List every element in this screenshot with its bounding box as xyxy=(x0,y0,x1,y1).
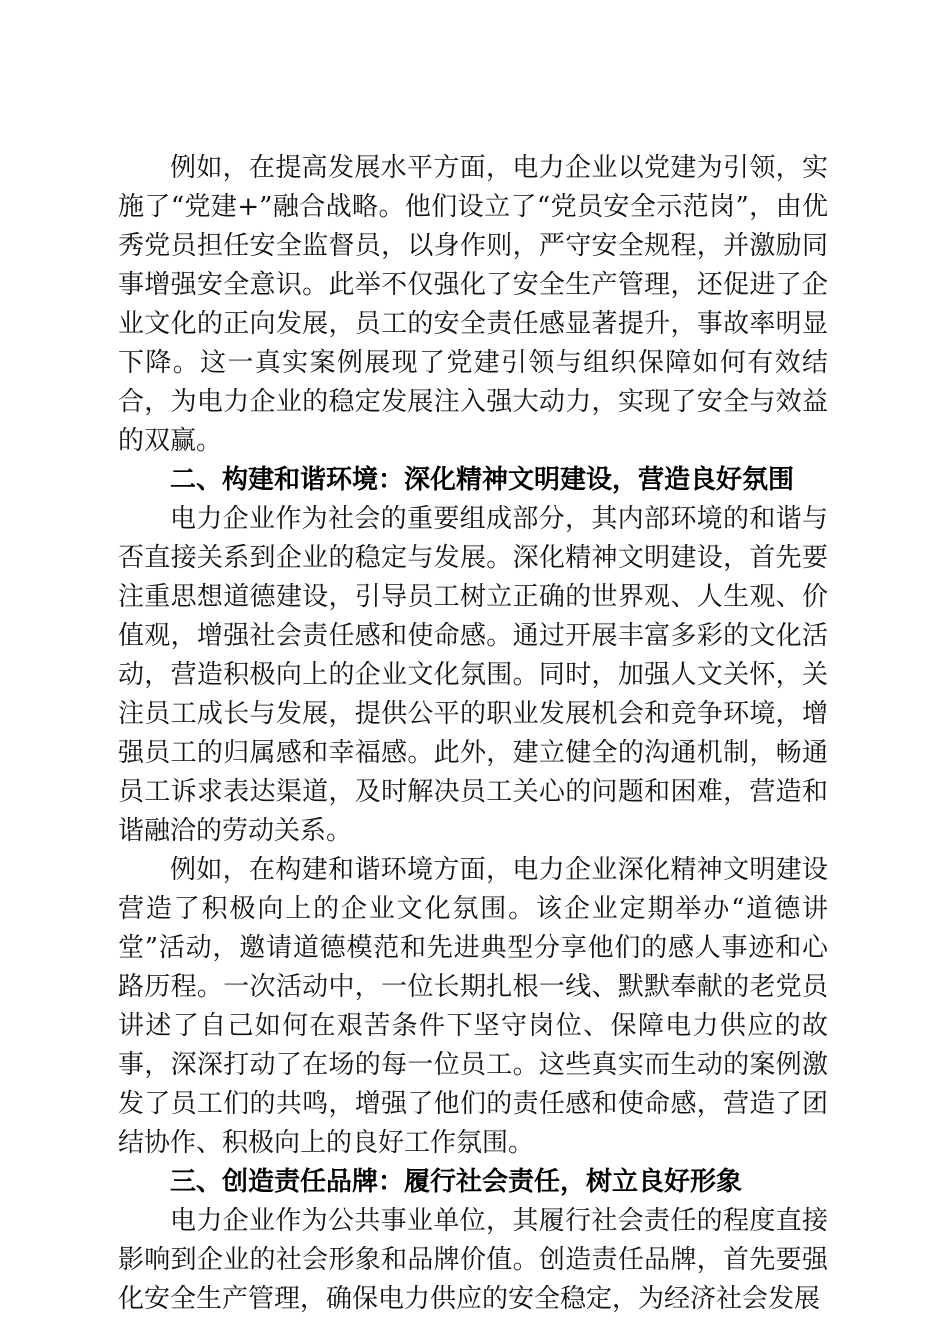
paragraph-responsibility-brand: 电力企业作为公共事业单位，其履行社会责任的程度直接影响到企业的社会形象和品牌价值。创造责任品牌，首先要强化安全生产管理，确保电力供应的安全稳定，为经济社会发展 xyxy=(118,1206,828,1314)
section-heading-2: 二、构建和谐环境：深化精神文明建设，营造良好氛围 xyxy=(170,465,795,495)
paragraph-example-moral-lecture: 例如，在构建和谐环境方面，电力企业深化精神文明建设营造了积极向上的企业文化氛围。该企业定期举办“道德讲堂”活动，邀请道德模范和先进典型分享他们的感人事迹和心路历程。一次活动中，一位长期扎根一线、默默奉献的老党员讲述了自己如何在艰苦条件下坚守岗位、保障电力供应的故事，深深打动了在场的每一位员工。这些真实而生动的案例激发了员工们的共鸣，增强了他们的责任感和使命感，营造了团结协作、积极向上的良好工作氛围。 xyxy=(118,855,828,1158)
paragraph-example-party-building: 例如，在提高发展水平方面，电力企业以党建为引领，实施了“党建+”融合战略。他们设立了“党员安全示范岗”，由优秀党员担任安全监督员，以身作则，严守安全规程，并激励同事增强安全意识。此举不仅强化了安全生产管理，还促进了企业文化的正向发展，员工的安全责任感显著提升，事故率明显下降。这一真实案例展现了党建引领与组织保障如何有效结合，为电力企业的稳定发展注入强大动力，实现了安全与效益的双赢。 xyxy=(118,153,828,456)
document-body xyxy=(118,149,828,1319)
section-heading-3: 三、创造责任品牌：履行社会责任，树立良好形象 xyxy=(170,1167,743,1197)
paragraph-harmonious-environment: 电力企业作为社会的重要组成部分，其内部环境的和谐与否直接关系到企业的稳定与发展。深化精神文明建设，首先要注重思想道德建设，引导员工树立正确的世界观、人生观、价值观，增强社会责任感和使命感。通过开展丰富多彩的文化活动，营造积极向上的企业文化氛围。同时，加强人文关怀，关注员工成长与发展，提供公平的职业发展机会和竞争环境，增强员工的归属感和幸福感。此外，建立健全的沟通机制，畅通员工诉求表达渠道，及时解决员工关心的问题和困难，营造和谐融洽的劳动关系。 xyxy=(118,504,828,846)
